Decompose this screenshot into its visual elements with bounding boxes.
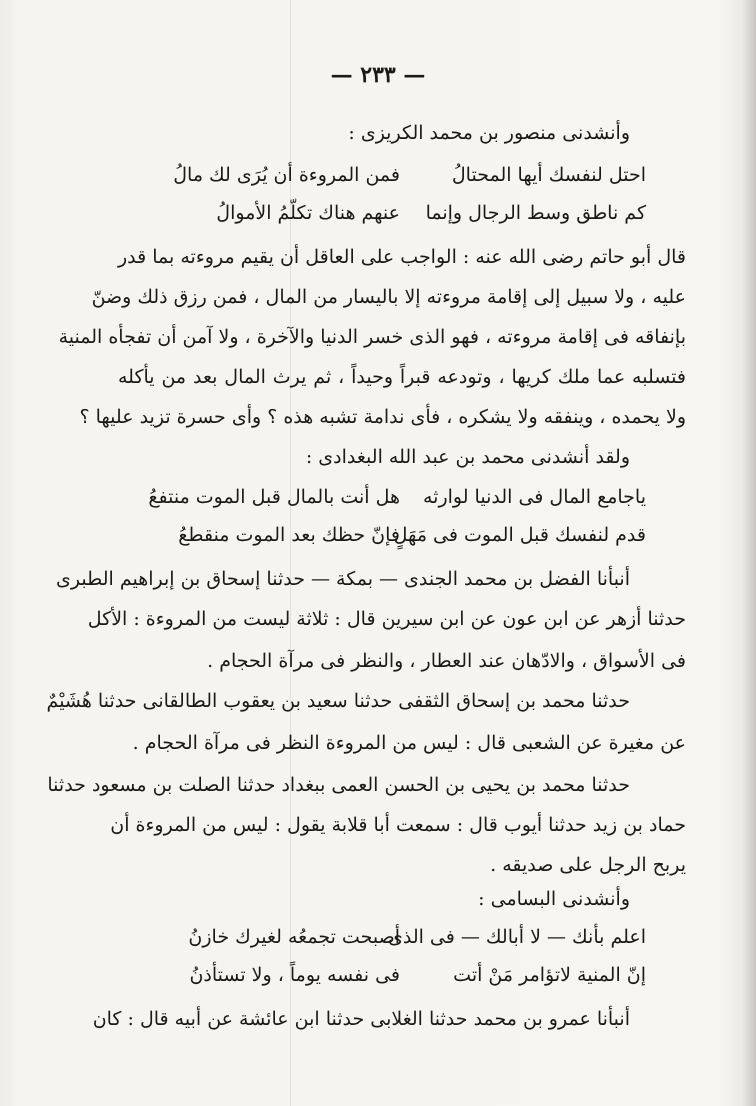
text-line: حماد بن زيد حدثنا أيوب قال : سمعت أبا قلابة يقول : ليس من المروءة أن (110, 814, 686, 836)
text-line: ولقد أنشدنى محمد بن عبد الله البغدادى : (305, 446, 630, 468)
verse-1-hemistich-1: احتل لنفسك أيها المحتالُ (451, 164, 646, 186)
verse-6-hemistich-1: إنّ المنية لاتؤامر مَنْ أتت (453, 964, 646, 986)
verse-2-hemistich-1: كم ناطق وسط الرجال وإنما (425, 202, 646, 224)
verse-5-hemistich-2: أصبحت تجمعُه لغيرك خازنُ (188, 926, 400, 948)
page-number: — ٢٣٣ — (330, 62, 426, 88)
text-line: فتسلبه عما ملك كريها ، وتودعه قبراً وحيداً ، ثم يرث المال بعد من يأكله (118, 366, 686, 388)
text-line: أنبأنا الفضل بن محمد الجندى — بمكة — حدثنا إسحاق بن إبراهيم الطبرى (56, 568, 630, 590)
verse-1-hemistich-2: فمن المروءة أن يُرَى لك مالُ (173, 164, 400, 186)
text-line: فى الأسواق ، والادّهان عند العطار ، والنظر فى مرآة الحجام . (207, 650, 686, 672)
text-line: حدثنا أزهر عن ابن عون عن ابن سيرين قال : ثلاثة ليست من المروءة : الأكل (87, 608, 686, 630)
text-line: أنبأنا عمرو بن محمد حدثنا الغلابى حدثنا ابن عائشة عن أبيه قال : كان (92, 1008, 630, 1030)
text-line: ولا يحمده ، وينفقه ولا يشكره ، فأى ندامة تشبه هذه ؟ وأى حسرة تزيد عليها ؟ (79, 406, 686, 428)
verse-4-hemistich-2: فإنّ حظك بعد الموت منقطعُ (178, 524, 400, 546)
verse-4-hemistich-1: قدم لنفسك قبل الموت فى مَهَلٍ (393, 524, 646, 546)
text-line: عليه ، ولا سبيل إلى إقامة مروءته إلا باليسار من المال ، فمن رزق ذلك وضنّ (91, 286, 686, 308)
verse-6-hemistich-2: فى نفسه يوماً ، ولا تستأذنُ (189, 964, 400, 986)
verse-3-hemistich-1: ياجامع المال فى الدنيا لوارثه (422, 486, 646, 508)
text-line: عن مغيرة عن الشعبى قال : ليس من المروءة النظر فى مرآة الحجام . (132, 732, 686, 754)
verse-5-hemistich-1: اعلم بأنك — لا أبالك — فى الذى (387, 926, 646, 948)
text-line: حدثنا محمد بن يحيى بن الحسن العمى ببغداد حدثنا الصلت بن مسعود حدثنا (47, 774, 630, 796)
text-line: يربح الرجل على صديقه . (490, 854, 686, 876)
verse-3-hemistich-2: هل أنت بالمال قبل الموت منتفعُ (148, 486, 400, 508)
text-line: بإنفاقه فى إقامة مروءته ، فهو الذى خسر الدنيا والآخرة ، ولا آمن أن تفجأه المنية (58, 326, 686, 348)
text-line: قال أبو حاتم رضى الله عنه : الواجب على العاقل أن يقيم مروءته بما قدر (118, 246, 686, 268)
text-line: وأنشدنى البسامى : (478, 888, 630, 910)
verse-2-hemistich-2: عنهم هناك تكلّمُ الأموالُ (216, 202, 400, 224)
page-edge-shadow (742, 0, 756, 1106)
text-line: حدثنا محمد بن إسحاق الثقفى حدثنا سعيد بن يعقوب الطالقانى حدثنا هُشَيْمٌ (46, 690, 630, 712)
text-line: وأنشدنى منصور بن محمد الكريزى : (348, 122, 630, 144)
